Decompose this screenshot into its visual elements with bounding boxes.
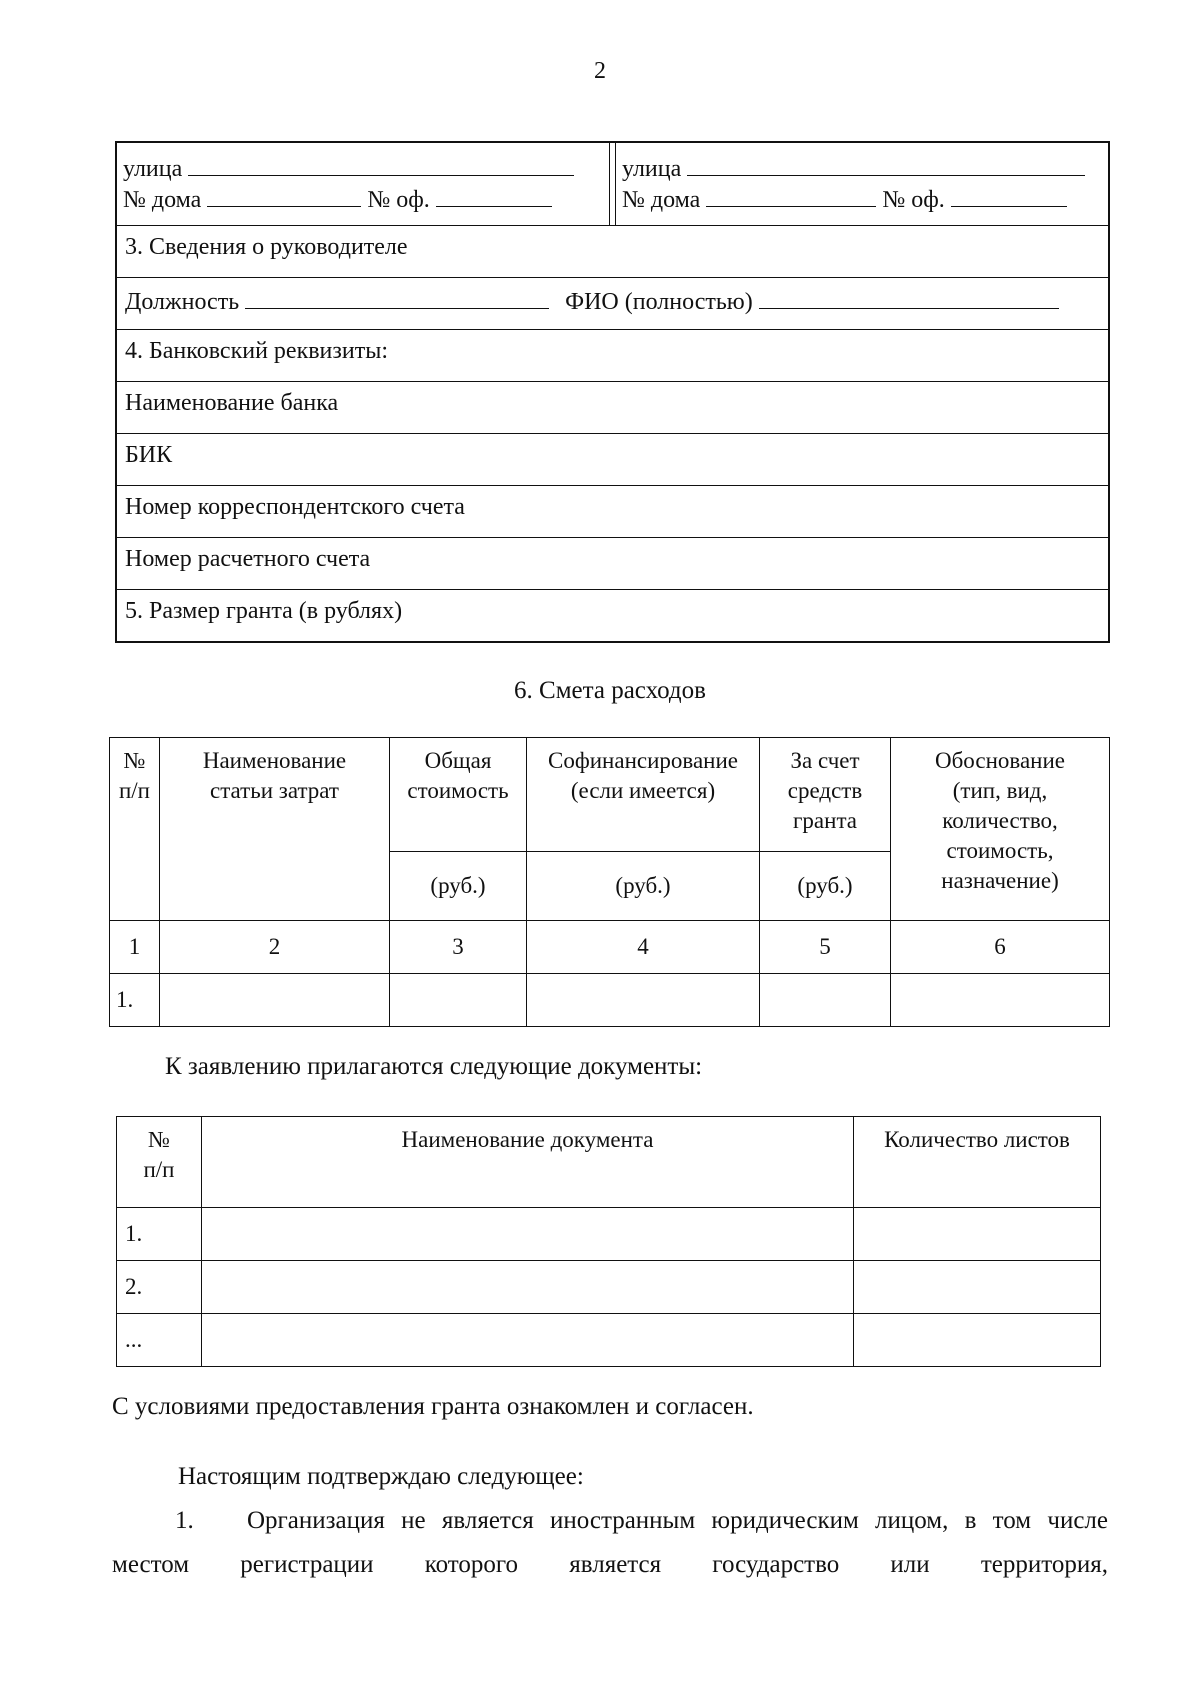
doc-name-cell[interactable] xyxy=(202,1261,854,1314)
address-left xyxy=(117,143,610,225)
office-field[interactable] xyxy=(951,184,1067,207)
num-header: № п/п xyxy=(117,1117,202,1208)
column-number: 5 xyxy=(760,921,891,974)
settlement-account-label: Номер расчетного счета xyxy=(125,546,371,572)
grant-header: За счет средств гранта xyxy=(760,738,891,852)
position-label: Должность xyxy=(125,289,240,315)
basis-cell[interactable] xyxy=(891,974,1110,1027)
grant-size-row[interactable] xyxy=(117,589,1108,641)
house-label: № дома xyxy=(123,187,202,213)
bik-label: БИК xyxy=(125,442,173,468)
head-details-row xyxy=(117,277,1108,329)
street-field[interactable] xyxy=(188,153,574,176)
bank-section-label: 4. Банковский реквизиты: xyxy=(125,338,389,364)
unit-label: (руб.) xyxy=(390,852,527,921)
column-number: 4 xyxy=(527,921,760,974)
street-label: улица xyxy=(622,156,682,182)
estimate-table xyxy=(109,737,1110,1027)
total-header: Общая стоимость xyxy=(390,738,527,852)
house-label: № дома xyxy=(622,187,701,213)
item-number: 1. xyxy=(175,1507,194,1534)
attachments-table xyxy=(116,1116,1101,1367)
num-header: № п/п xyxy=(110,738,160,921)
estimate-title: 6. Смета расходов xyxy=(514,677,706,704)
house-field[interactable] xyxy=(706,184,876,207)
sheets-cell[interactable] xyxy=(854,1314,1101,1367)
item-1-paragraph xyxy=(112,1499,1108,1587)
head-section-label: 3. Сведения о руководителе xyxy=(125,234,408,260)
column-number: 2 xyxy=(160,921,390,974)
unit-label: (руб.) xyxy=(527,852,760,921)
confirm-text: Настоящим подтверждаю следующее: xyxy=(178,1463,584,1490)
row-number: 2. xyxy=(117,1261,202,1314)
estimate-entry-row xyxy=(110,974,1110,1027)
item-header: Наименование статьи затрат xyxy=(160,738,390,921)
table-row xyxy=(117,1208,1101,1261)
consent-text: С условиями предоставления гранта ознакомлен и согласен. xyxy=(112,1393,754,1420)
bank-section-row xyxy=(117,329,1108,381)
office-label: № оф. xyxy=(367,187,430,213)
corr-account-row[interactable] xyxy=(117,485,1108,537)
office-label: № оф. xyxy=(882,187,945,213)
basis-header: Обоснование (тип, вид, количество, стоимость, назначение) xyxy=(891,738,1110,921)
bank-name-label: Наименование банка xyxy=(125,390,339,416)
bik-row[interactable] xyxy=(117,433,1108,485)
office-field[interactable] xyxy=(436,184,552,207)
column-number: 3 xyxy=(390,921,527,974)
sheets-cell[interactable] xyxy=(854,1261,1101,1314)
corr-account-label: Номер корреспондентского счета xyxy=(125,494,465,520)
doc-name-header: Наименование документа xyxy=(202,1117,854,1208)
cofin-cell[interactable] xyxy=(527,974,760,1027)
grant-cell[interactable] xyxy=(760,974,891,1027)
doc-name-cell[interactable] xyxy=(202,1208,854,1261)
table-row xyxy=(117,1261,1101,1314)
attachments-title: К заявлению прилагаются следующие документы: xyxy=(165,1053,703,1080)
address-right xyxy=(615,143,1108,225)
address-row xyxy=(117,143,1108,225)
bank-name-row[interactable] xyxy=(117,381,1108,433)
page-number: 2 xyxy=(594,58,606,84)
street-label: улица xyxy=(123,156,183,182)
column-number: 1 xyxy=(110,921,160,974)
row-number: ... xyxy=(117,1314,202,1367)
row-number: 1. xyxy=(110,974,160,1027)
sheets-cell[interactable] xyxy=(854,1208,1101,1261)
item-text: Организация не является иностранным юридическим лицом, в том числе местом регистрации которого является государство или территория, xyxy=(112,1507,1108,1578)
total-cell[interactable] xyxy=(390,974,527,1027)
estimate-header-row xyxy=(110,738,1110,852)
item-cell[interactable] xyxy=(160,974,390,1027)
house-field[interactable] xyxy=(207,184,361,207)
doc-name-cell[interactable] xyxy=(202,1314,854,1367)
table-row xyxy=(117,1314,1101,1367)
column-number: 6 xyxy=(891,921,1110,974)
settlement-account-row[interactable] xyxy=(117,537,1108,589)
fio-field[interactable] xyxy=(759,286,1059,309)
cofin-header: Софинансирование (если имеется) xyxy=(527,738,760,852)
street-field[interactable] xyxy=(687,153,1085,176)
unit-label: (руб.) xyxy=(760,852,891,921)
row-number: 1. xyxy=(117,1208,202,1261)
column-number-row xyxy=(110,921,1110,974)
position-field[interactable] xyxy=(245,286,549,309)
fio-label: ФИО (полностью) xyxy=(565,289,753,315)
grant-size-label: 5. Размер гранта (в рублях) xyxy=(125,598,403,624)
requisites-form xyxy=(115,141,1110,643)
attachments-header-row xyxy=(117,1117,1101,1208)
sheets-header: Количество листов xyxy=(854,1117,1101,1208)
head-section-row xyxy=(117,225,1108,277)
